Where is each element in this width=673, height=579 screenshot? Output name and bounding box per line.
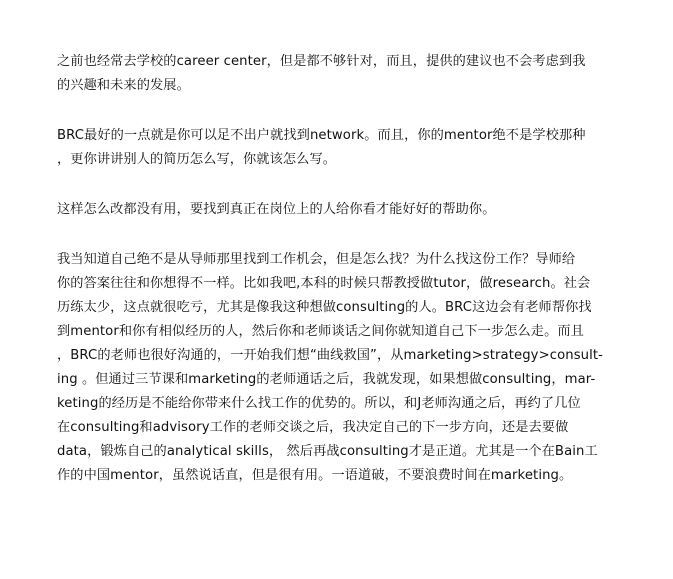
- text-line: BRC最好的一点就是你可以足不出户就找到network。而且，你的mentor绝不是学校那种: [57, 128, 586, 143]
- text-line: 之前也经常去学校的career center，但是都不够针对，而且，提供的建议也不会考虑到我: [57, 54, 586, 69]
- document-body: [57, 50, 617, 488]
- text-line: 作的中国mentor，虽然说话直，但是很有用。一语道破，不要浪费时间在marketing。: [57, 468, 573, 483]
- text-line: 这样怎么改都没有用，要找到真正在岗位上的人给你看才能好好的帮助你。: [57, 202, 496, 217]
- paragraph-brc-network: [57, 124, 617, 172]
- text-line: 的兴趣和未来的发展。: [57, 78, 190, 93]
- text-line: ing 。但通过三节课和marketing的老师通话之后，我就发现，如果想做consulting，mar-: [57, 372, 596, 387]
- paragraph-mentor-story: [57, 248, 617, 488]
- paragraph-spacer: [57, 172, 617, 198]
- paragraph-real-people: [57, 198, 617, 222]
- text-line: ，BRC的老师也很好沟通的，一开始我们想“曲线救国”，从marketing>strategy>consult-: [57, 348, 604, 363]
- text-line: 在consulting和advisory工作的老师交谈之后，我决定自己的下一步方向，还是去要做: [57, 420, 569, 435]
- text-line: keting的经历是不能给你带来什么找工作的优势的。所以，和J老师沟通之后，再约了几位: [57, 396, 581, 411]
- text-line: ，更你讲讲别人的简历怎么写，你就该怎么写。: [57, 152, 337, 167]
- paragraph-spacer: [57, 98, 617, 124]
- text-line: 到mentor和你有相似经历的人，然后你和老师谈话之间你就知道自己下一步怎么走。而且: [57, 324, 584, 339]
- text-line: 你的答案往往和你想得不一样。比如我吧,本科的时候只帮教授做tutor，做research。社会: [57, 276, 591, 291]
- text-line: 历练太少，这点就很吃亏，尤其是像我这种想做consulting的人。BRC这边会有老师帮你找: [57, 300, 592, 315]
- text-line: data，锻炼自己的analytical skills， 然后再战consulting才是正道。尤其是一个在Bain工: [57, 444, 598, 459]
- paragraph-spacer: [57, 222, 617, 248]
- text-line: 我当知道自己绝不是从导师那里找到工作机会，但是怎么找？为什么找这份工作？导师给: [57, 252, 576, 267]
- paragraph-career-center: [57, 50, 617, 98]
